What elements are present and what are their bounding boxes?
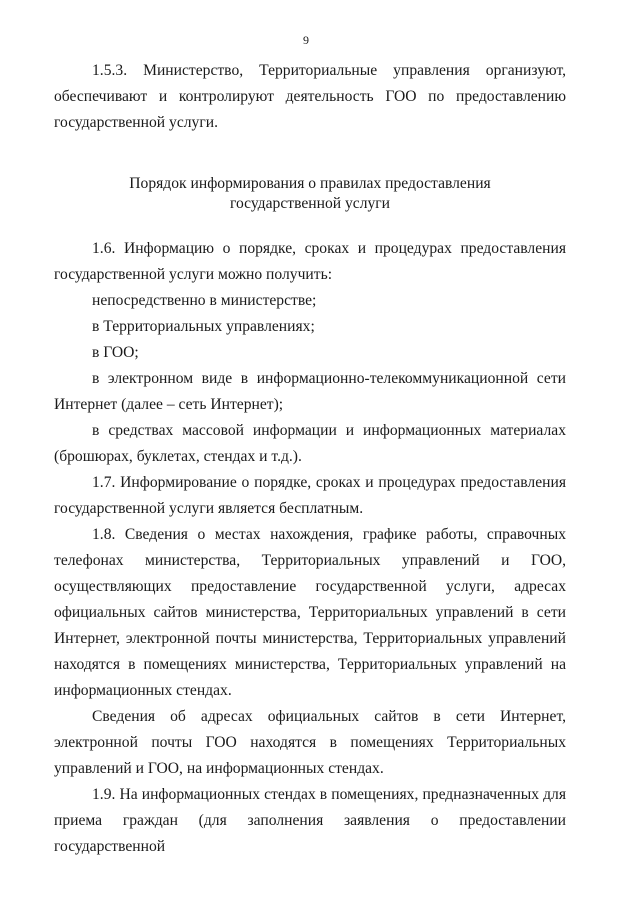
- list-item: в электронном виде в информационно-телекоммуникационной сети Интернет (далее – сеть Интернет);: [54, 370, 566, 413]
- list-item: в Территориальных управлениях;: [92, 318, 315, 335]
- section-heading: [54, 174, 566, 214]
- page-number: 9: [303, 33, 309, 47]
- paragraph-1-9: 1.9. На информационных стендах в помещениях, предназначенных для приема граждан (для заполнения заявления о предоставлении государственной: [54, 786, 566, 855]
- list-item: непосредственно в министерстве;: [92, 292, 317, 309]
- list-item: в ГОО;: [92, 344, 139, 361]
- paragraph-1-5-3: 1.5.3. Министерство, Территориальные управления организуют, обеспечивают и контролируют деятельность ГОО по предоставлению государственной услуги.: [54, 62, 566, 131]
- paragraph-1-7: 1.7. Информирование о порядке, сроках и процедурах предоставления государственной услуги является бесплатным.: [54, 474, 566, 517]
- list-item: в средствах массовой информации и информационных материалах (брошюрах, буклетах, стендах и т.д.).: [54, 422, 566, 465]
- paragraph-1-8: 1.8. Сведения о местах нахождения, графике работы, справочных телефонах министерства, Территориальных управлений и ГОО, осуществляющих предоставление государственной услуги, адресах официальных сайтов министерства, Территориальных управлений в сети Интернет, электронной почты министерства, Территориальных управлений находятся в помещениях министерства, Территориальных управлений на информационных стендах.: [54, 526, 566, 699]
- paragraph-1-8-continuation: Сведения об адресах официальных сайтов в сети Интернет, электронной почты ГОО находятся в помещениях Территориальных управлений и ГОО, на информационных стендах.: [54, 708, 566, 777]
- document-body: [54, 58, 566, 860]
- section-heading-line-1: Порядок информирования о правилах предоставления: [129, 175, 491, 192]
- section-heading-line-2: государственной услуги: [229, 195, 391, 212]
- paragraph-1-6: 1.6. Информацию о порядке, сроках и процедурах предоставления государственной услуги можно получить:: [54, 240, 566, 283]
